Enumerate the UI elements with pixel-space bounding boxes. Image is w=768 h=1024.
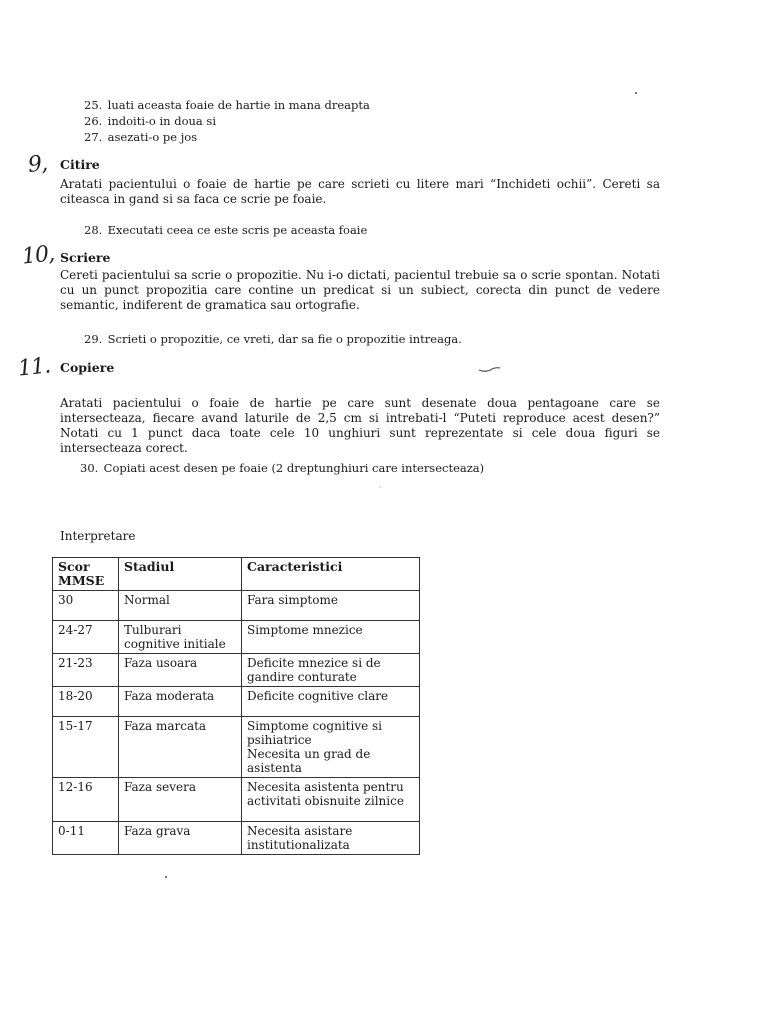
cell-traits: Necesita asistare institutionalizata xyxy=(242,822,420,855)
cell-score: 12-16 xyxy=(53,778,119,822)
section-paragraph-citire: Aratati pacientului o foaie de hartie pe care scrieti cu litere mari “Inchideti ochii”. Cereti sa citeasca in gand si sa faca ce scrie pe foaie. xyxy=(60,177,660,206)
list-item-26: 26. indoiti-o in doua si xyxy=(84,114,216,128)
table-row xyxy=(53,591,420,621)
section-heading-citire: Citire xyxy=(60,157,100,172)
cell-traits-line: Necesita un grad de asistenta xyxy=(247,747,371,775)
pen-mark-squiggle xyxy=(478,364,502,374)
interpretation-label: Interpretare xyxy=(60,529,136,543)
scan-speck xyxy=(380,487,381,488)
cell-score: 21-23 xyxy=(53,654,119,687)
cell-traits: Deficite mnezice si de gandire conturate xyxy=(242,654,420,687)
section-paragraph-scriere: Cereti pacientului sa scrie o propozitie. Nu i-o dictati, pacientul trebuie sa o scrie spontan. Notati cu un punct propozitia care contine un predicat si un subiect, corecta din punct de vedere semantic, indiferent de gramatica sau ortografie. xyxy=(60,268,660,312)
section-paragraph-copiere: Aratati pacientului o foaie de hartie pe care sunt desenate doua pentagoane care se intersecteaza, fiecare avand laturile de 2,5 cm si intrebati-l “Puteti reproduce acest desen?” Notati cu 1 punct daca toate cele 10 unghiuri sunt reprezentate si cele doua figuri se intersecteaza corect. xyxy=(60,396,660,455)
header-score: Scor MMSE xyxy=(53,558,119,591)
cell-score: 24-27 xyxy=(53,621,119,654)
table-row xyxy=(53,822,420,855)
cell-stage: Tulburari cognitive initiale xyxy=(119,621,242,654)
cell-traits: Necesita asistenta pentru activitati obisnuite zilnice xyxy=(242,778,420,822)
section-heading-scriere: Scriere xyxy=(60,250,111,265)
cell-score: 18-20 xyxy=(53,687,119,717)
list-item-28: 28. Executati ceea ce este scris pe aceasta foaie xyxy=(84,223,368,237)
cell-traits: Simptome mnezice xyxy=(242,621,420,654)
table-row xyxy=(53,654,420,687)
table-row xyxy=(53,621,420,654)
cell-score: 0-11 xyxy=(53,822,119,855)
cell-stage: Normal xyxy=(119,591,242,621)
cell-stage: Faza moderata xyxy=(119,687,242,717)
table-row xyxy=(53,778,420,822)
scan-speck xyxy=(165,876,167,878)
list-item-25: 25. luati aceasta foaie de hartie in mana dreapta xyxy=(84,98,370,112)
list-item-29: 29. Scrieti o propozitie, ce vreti, dar sa fie o propozitie intreaga. xyxy=(84,332,462,346)
table-row xyxy=(53,717,420,778)
cell-stage: Faza marcata xyxy=(119,717,242,778)
cell-score: 15-17 xyxy=(53,717,119,778)
scan-speck xyxy=(635,92,637,94)
cell-stage: Faza usoara xyxy=(119,654,242,687)
cell-traits-line: Simptome cognitive si psihiatrice xyxy=(247,719,383,747)
section-heading-copiere: Copiere xyxy=(60,360,115,375)
header-stage: Stadiul xyxy=(119,558,242,591)
table-header-row xyxy=(53,558,420,591)
handwritten-number-9: 9, xyxy=(26,151,49,178)
handwritten-number-11: 11. xyxy=(16,353,52,382)
table-row xyxy=(53,687,420,717)
cell-traits: Fara simptome xyxy=(242,591,420,621)
cell-score: 30 xyxy=(53,591,119,621)
cell-stage: Faza severa xyxy=(119,778,242,822)
header-traits: Caracteristici xyxy=(242,558,420,591)
list-item-30: 30. Copiati acest desen pe foaie (2 dreptunghiuri care intersecteaza) xyxy=(80,461,485,475)
handwritten-number-10: 10, xyxy=(20,241,56,270)
mmse-interpretation-table xyxy=(52,557,420,855)
cell-stage: Faza grava xyxy=(119,822,242,855)
cell-traits: Deficite cognitive clare xyxy=(242,687,420,717)
cell-traits xyxy=(242,717,420,778)
list-item-27: 27. asezati-o pe jos xyxy=(84,130,198,144)
